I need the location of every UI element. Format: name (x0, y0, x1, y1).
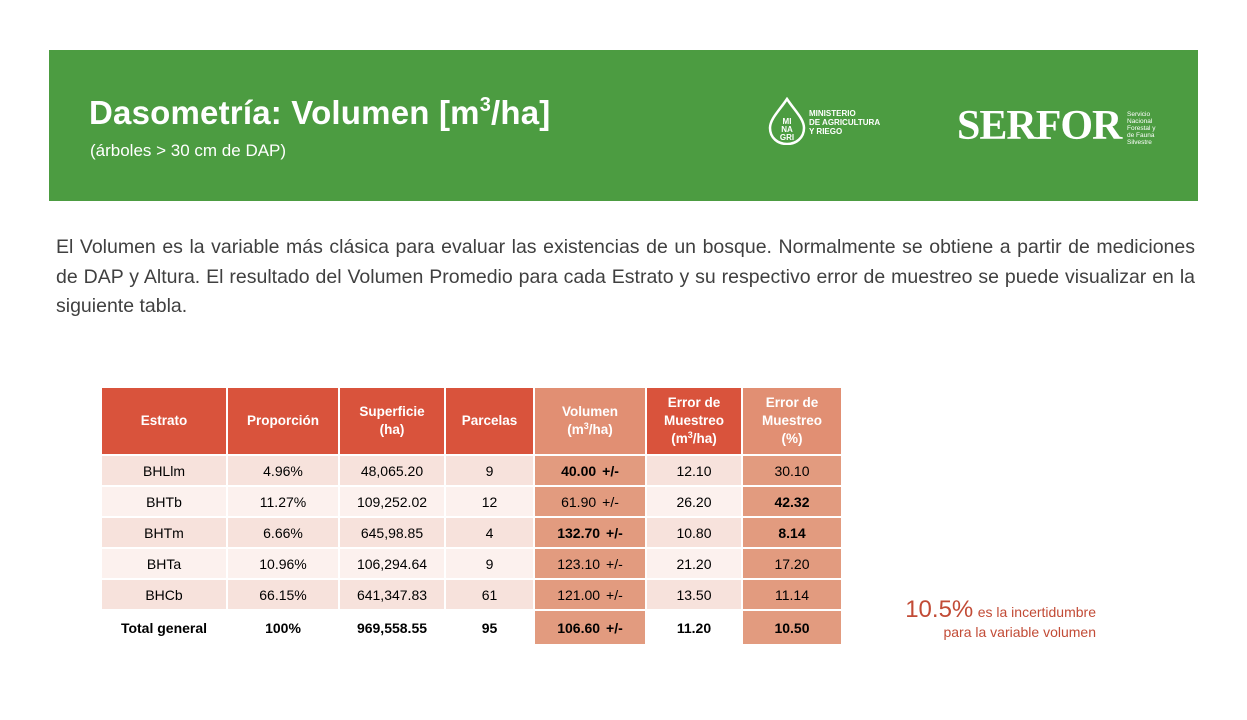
table-header-row (102, 388, 842, 455)
uncertainty-text-2: para la variable volumen (943, 624, 1096, 640)
cell-error-pct: 17.20 (742, 548, 842, 579)
cell-error-abs: 26.20 (646, 486, 742, 517)
header-banner (49, 50, 1198, 201)
cell-volumen: 121.00 +/- (534, 579, 646, 610)
cell-superficie: 645,98.85 (339, 517, 445, 548)
cell-volumen: 40.00 +/- (534, 455, 646, 486)
cell-volumen: 61.90 +/- (534, 486, 646, 517)
header-superficie: Superficie (ha) (339, 388, 445, 455)
cell-error-pct: 30.10 (742, 455, 842, 486)
cell-proporcion: 6.66% (227, 517, 339, 548)
cell-superficie: 48,065.20 (339, 455, 445, 486)
header-error-pct: Error de Muestreo (%) (742, 388, 842, 455)
cell-superficie: 109,252.02 (339, 486, 445, 517)
table-row (102, 579, 842, 610)
cell-volumen: 123.10 +/- (534, 548, 646, 579)
uncertainty-value: 10.5% (905, 596, 974, 623)
cell-proporcion: 11.27% (227, 486, 339, 517)
cell-parcelas: 12 (445, 486, 534, 517)
cell-estrato: BHTb (102, 486, 227, 517)
minagri-drop-icon (767, 97, 807, 145)
cell-error-abs: 10.80 (646, 517, 742, 548)
serfor-logo (957, 103, 1157, 149)
table-row (102, 548, 842, 579)
header-volumen: Volumen $(m^3/ha)$ (534, 388, 646, 455)
header-error-abs: Error de Muestreo $(m^3/ha)$ (646, 388, 742, 455)
minagri-logo (767, 97, 897, 145)
cell-parcelas: 95 (445, 610, 534, 644)
page-title: Dasometría: Volumen $[m^3/ha]$ (89, 94, 551, 131)
uncertainty-note (860, 596, 1096, 640)
cell-error-pct: 11.14 (742, 579, 842, 610)
cell-proporcion: 10.96% (227, 548, 339, 579)
svg-text:GRI: GRI (779, 133, 795, 142)
cell-error-abs: 13.50 (646, 579, 742, 610)
cell-volumen: 132.70 +/- (534, 517, 646, 548)
cell-parcelas: 4 (445, 517, 534, 548)
cell-estrato: BHCb (102, 579, 227, 610)
table-row (102, 455, 842, 486)
volume-table (102, 388, 843, 644)
intro-paragraph: El Volumen es la variable más clásica para evaluar las existencias de un bosque. Normalmente se obtiene a partir de mediciones de DAP y Altura. El resultado del Volumen Promedio para cada Estrato y su respectivo error de muestreo se puede visualizar en la siguiente tabla. (56, 236, 1195, 317)
cell-superficie: 641,347.83 (339, 579, 445, 610)
table-row (102, 486, 842, 517)
uncertainty-text-1: es la incertidumbre (977, 604, 1096, 620)
cell-volumen: 106.60 +/- (534, 610, 646, 644)
cell-proporcion: 4.96% (227, 455, 339, 486)
cell-estrato: Total general (102, 610, 227, 644)
svg-text:NA: NA (781, 125, 793, 134)
cell-estrato: BHTm (102, 517, 227, 548)
cell-estrato: BHTa (102, 548, 227, 579)
cell-error-abs: 21.20 (646, 548, 742, 579)
serfor-wordmark: SERFOR (957, 103, 1122, 149)
minagri-logo-text: MINISTERIO DE AGRICULTURA Y RIEGO (809, 109, 881, 136)
header-estrato: Estrato (102, 388, 227, 455)
cell-parcelas: 9 (445, 548, 534, 579)
header-proporcion: Proporción (227, 388, 339, 455)
cell-parcelas: 9 (445, 455, 534, 486)
cell-error-pct: 8.14 (742, 517, 842, 548)
cell-estrato: BHLlm (102, 455, 227, 486)
cell-error-abs: 12.10 (646, 455, 742, 486)
svg-text:MI: MI (782, 117, 792, 126)
cell-superficie: 106,294.64 (339, 548, 445, 579)
cell-superficie: 969,558.55 (339, 610, 445, 644)
cell-proporcion: 100% (227, 610, 339, 644)
header-parcelas: Parcelas (445, 388, 534, 455)
cell-error-abs: 11.20 (646, 610, 742, 644)
serfor-subtext: Servicio Nacional Forestal y de Fauna Silvestre (1127, 111, 1156, 146)
cell-proporcion: 66.15% (227, 579, 339, 610)
cell-parcelas: 61 (445, 579, 534, 610)
cell-error-pct: 42.32 (742, 486, 842, 517)
table-row (102, 517, 842, 548)
table-total-row (102, 610, 842, 644)
page-subtitle: (árboles > 30 cm de DAP) (90, 141, 287, 160)
cell-error-pct: 10.50 (742, 610, 842, 644)
